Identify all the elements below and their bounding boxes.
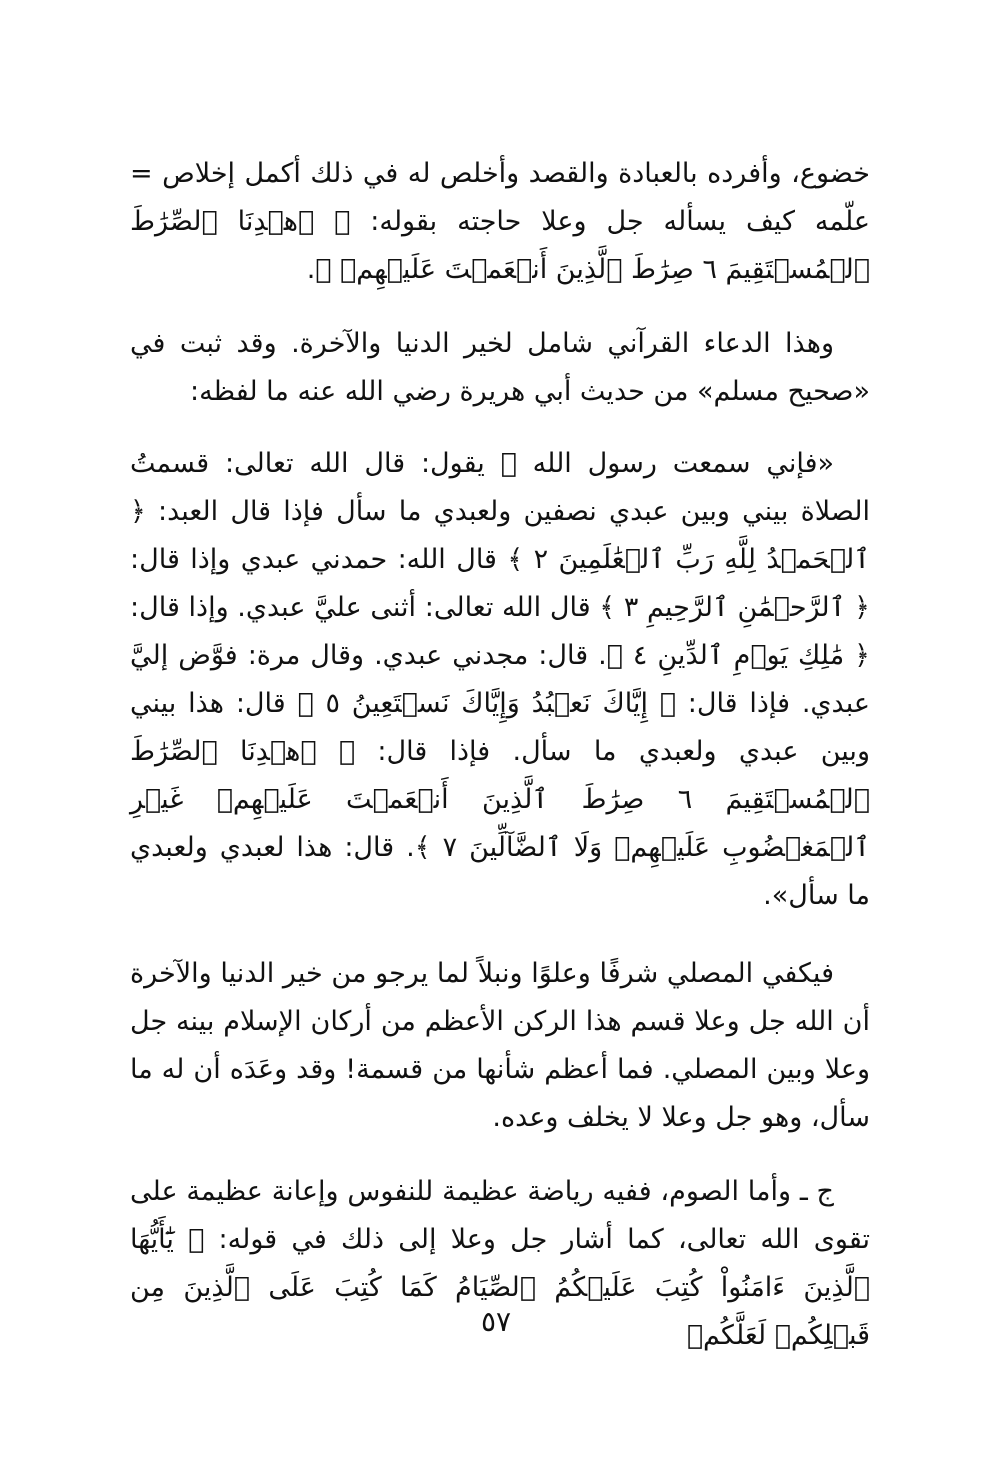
page-number: ٥٧ — [480, 1305, 512, 1338]
paragraph-dua: وهذا الدعاء القرآني شامل لخير الدنيا والآخرة. وقد ثبت في «صحيح مسلم» من حديث أبي هريرة رضي الله عنه ما لفظه: — [130, 328, 870, 407]
paragraph-fasting: ج ـ وأما الصوم، ففيه رياضة عظيمة للنفوس وإعانة عظيمة على تقوى الله تعالى، كما أشار جل وعلا إلى ذلك في قوله: ﴿ يَٰٓأَيُّهَا ٱلَّذِينَ ءَامَنُواْ كُتِبَ عَلَيۡكُمُ ٱلصِّيَامُ كَمَا كُتِبَ عَلَى ٱلَّذِينَ مِن قَبۡلِكُمۡ لَعَلَّكُمۡ — [130, 1176, 870, 1351]
paragraph-continuation: خضوع، وأفرده بالعبادة والقصد وأخلص له في ذلك أكمل إخلاص = علّمه كيف يسأله جل وعلا حاجته بقوله: ﴿ ٱهۡدِنَا ٱلصِّرَٰطَ ٱلۡمُسۡتَقِيمَ ٦ صِرَٰطَ ٱلَّذِينَ أَنۡعَمۡتَ عَلَيۡهِمۡ ﴾. — [130, 158, 870, 285]
page-body — [130, 150, 870, 1360]
paragraph-hadith-quote: «فإني سمعت رسول الله ﷺ يقول: قال الله تعالى: قسمتُ الصلاة بيني وبين عبدي نصفين ولعبدي ما سأل فإذا قال العبد: ﴿ ٱلۡحَمۡدُ لِلَّهِ رَبِّ ٱلۡعَٰلَمِينَ ٢ ﴾ قال الله: حمدني عبدي وإذا قال: ﴿ ٱلرَّحۡمَٰنِ ٱلرَّحِيمِ ٣ ﴾ قال الله تعالى: أثنى عليَّ عبدي. وإذا قال: ﴿ مَٰلِكِ يَوۡمِ ٱلدِّينِ ٤ ﴾. قال: مجدني عبدي. وقال مرة: فوَّض إليَّ عبدي. فإذا قال: ﴿ إِيَّاكَ نَعۡبُدُ وَإِيَّاكَ نَسۡتَعِينُ ٥ ﴾ قال: هذا بيني وبين عبدي ولعبدي ما سأل. فإذا قال: ﴿ ٱهۡدِنَا ٱلصِّرَٰطَ ٱلۡمُسۡتَقِيمَ ٦ صِرَٰطَ ٱلَّذِينَ أَنۡعَمۡتَ عَلَيۡهِمۡ غَيۡرِ ٱلۡمَغۡضُوبِ عَلَيۡهِمۡ وَلَا ٱلضَّآلِّينَ ٧ ﴾. قال: هذا لعبدي ولعبدي ما سأل». — [130, 448, 870, 911]
paragraph-prayer-virtue: فيكفي المصلي شرفًا وعلوًا ونبلاً لما يرجو من خير الدنيا والآخرة أن الله جل وعلا قسم هذا الركن الأعظم من أركان الإسلام بينه جل وعلا وبين المصلي. فما أعظم شأنها من قسمة! وقد وعَدَه أن له ما سأل، وهو جل وعلا لا يخلف وعده. — [130, 958, 870, 1133]
